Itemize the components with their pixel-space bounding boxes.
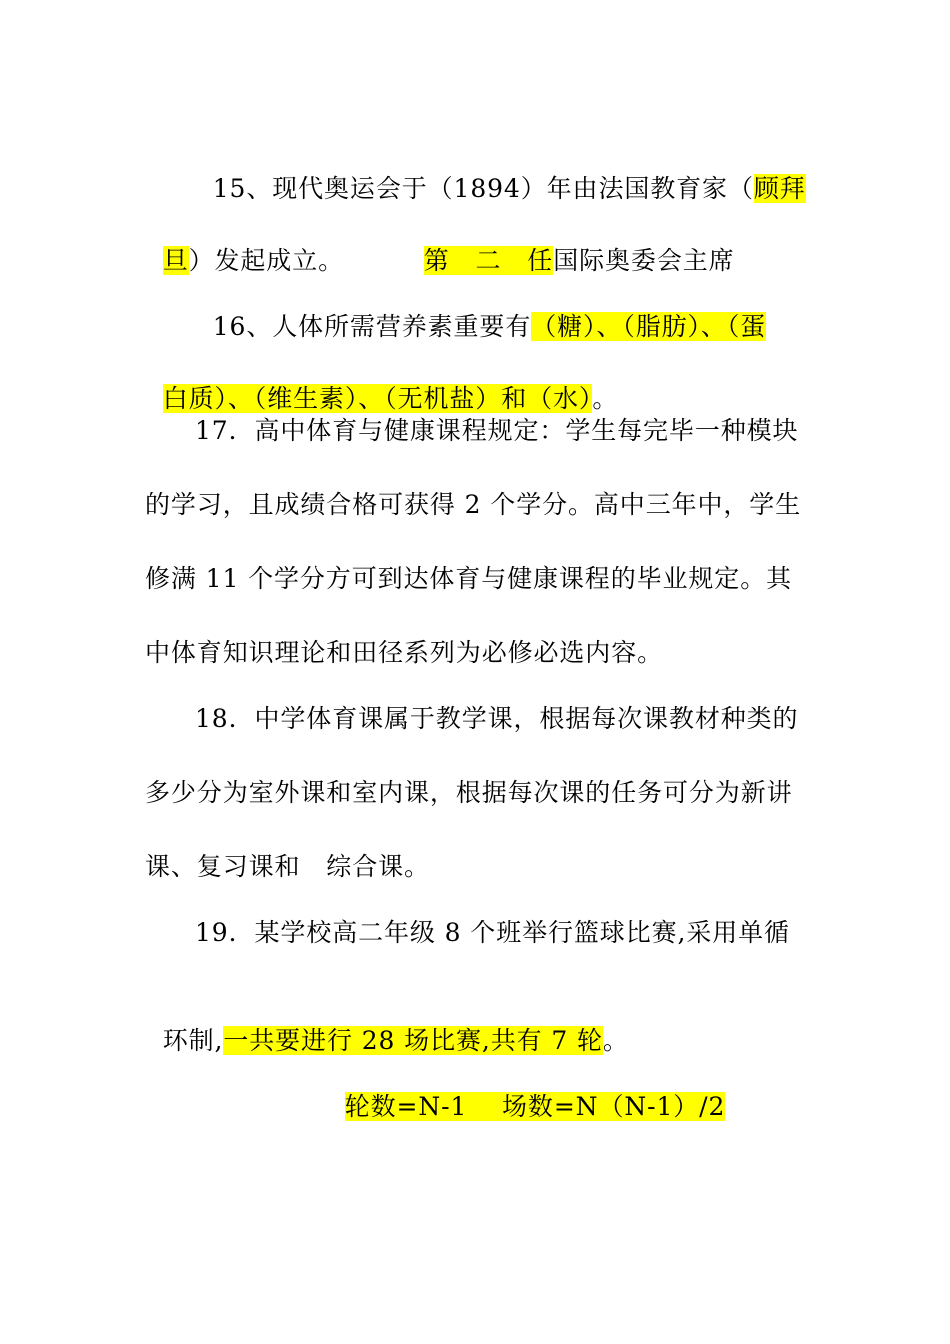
item-18-line-2: 多少分为室外课和室内课，根据每次课的任务可分为新讲 — [145, 778, 793, 807]
highlight-answer: 顾拜 — [753, 174, 806, 203]
item-17-line-1: 17．高中体育与健康课程规定：学生每完毕一种模块 — [195, 416, 799, 445]
note-text: 国际奥委会主席 — [553, 246, 735, 275]
highlight-answer: （糖）、（脂肪）、（蛋 — [531, 312, 767, 341]
item-16-line-1 — [195, 273, 766, 345]
item-15-line-1 — [195, 135, 806, 207]
item-15-note — [406, 207, 735, 279]
item-17-line-3: 修满 11 个学分方可到达体育与健康课程的毕业规定。其 — [145, 564, 793, 593]
highlight-answer: 一共要进行 28 场比赛,共有 7 轮 — [223, 1026, 603, 1055]
item-15-line-2 — [145, 207, 344, 279]
highlight-note: 第 二 任 — [423, 246, 554, 275]
item-19-text: 环制, — [162, 1026, 224, 1055]
item-15-text: 15、现代奥运会于（1894）年由法国教育家（ — [212, 174, 754, 203]
item-19-line-2 — [145, 987, 629, 1059]
item-19-text-end: 。 — [602, 1026, 629, 1055]
formula — [327, 1053, 725, 1125]
highlight-formula: 轮数=N-1 场数=N（N-1）/2 — [344, 1092, 726, 1121]
item-16-line-2 — [145, 345, 618, 417]
highlight-answer: 旦 — [162, 246, 189, 275]
item-19-line-1: 19．某学校高二年级 8 个班举行篮球比赛,采用单循 — [195, 918, 790, 947]
item-18-line-1: 18．中学体育课属于教学课，根据每次课教材种类的 — [195, 704, 799, 733]
highlight-answer: 白质）、（维生素）、（无机盐）和（水） — [162, 384, 593, 413]
item-16-text: 16、人体所需营养素重要有 — [212, 312, 532, 341]
item-15-text: ）发起成立。 — [188, 246, 345, 275]
item-18-line-3: 课、复习课和 综合课。 — [145, 852, 430, 881]
item-16-text: 。 — [592, 384, 619, 413]
item-17-line-2: 的学习，且成绩合格可获得 2 个学分。高中三年中，学生 — [145, 490, 802, 519]
item-17-line-4: 中体育知识理论和田径系列为必修必选内容。 — [145, 638, 664, 667]
